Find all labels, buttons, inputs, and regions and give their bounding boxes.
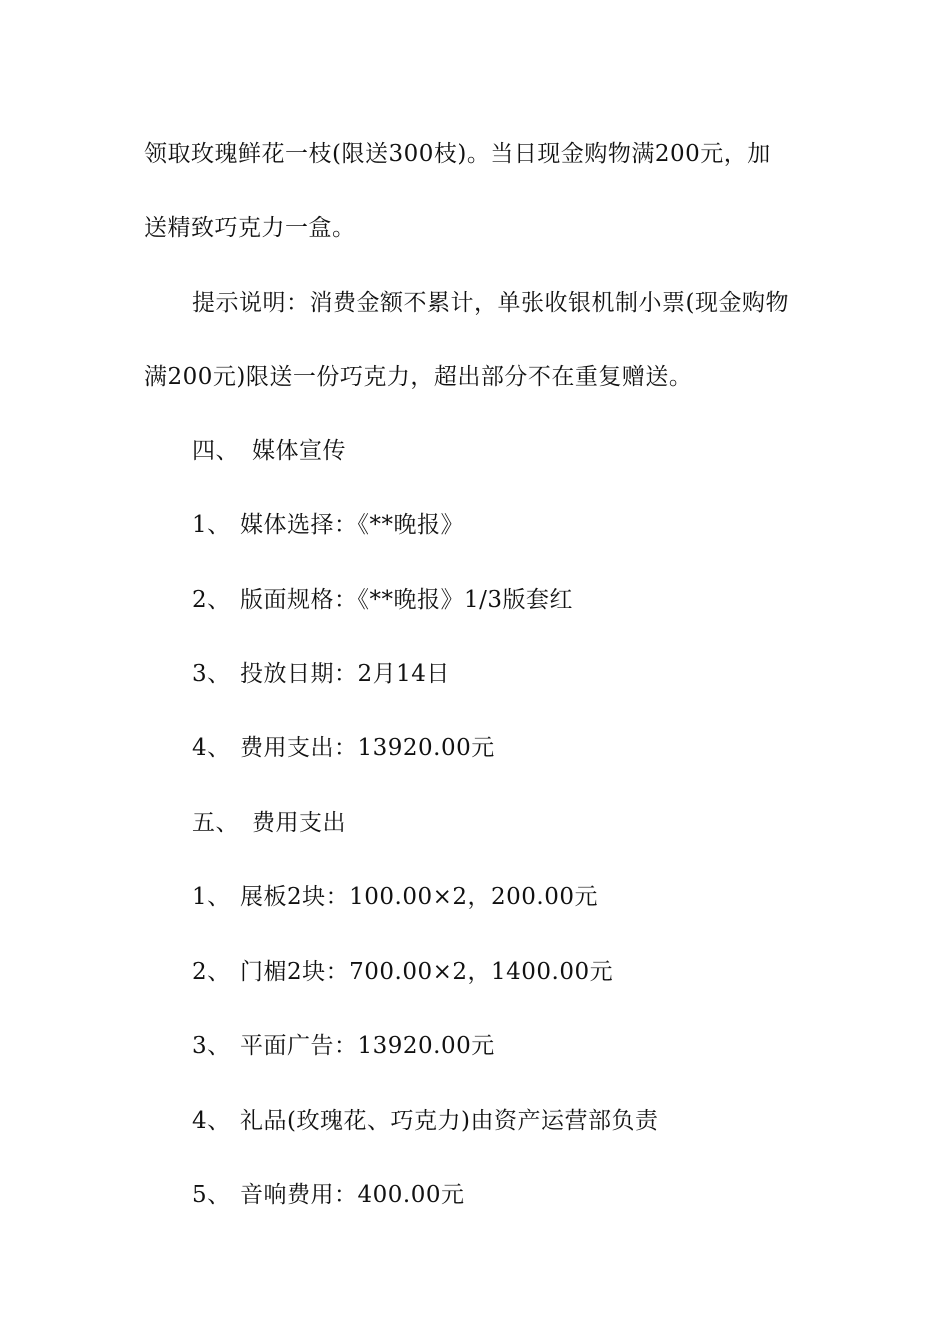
item-number: 4、	[192, 1108, 231, 1134]
item-number: 2、	[192, 959, 231, 985]
section-heading	[192, 808, 346, 838]
note-line	[144, 362, 692, 392]
section-heading	[192, 436, 346, 466]
item-text: 礼品(玫瑰花、巧克力)由资产运营部负责	[240, 1108, 659, 1134]
section-number: 四、	[192, 438, 239, 464]
list-item	[192, 882, 598, 912]
section-title: 媒体宣传	[252, 438, 346, 464]
paragraph-line	[144, 213, 356, 243]
item-text: 费用支出：13920.00元	[240, 735, 495, 761]
list-item	[192, 1031, 495, 1061]
list-item	[192, 510, 464, 540]
list-item	[192, 1180, 464, 1210]
item-text: 投放日期：2月14日	[240, 661, 450, 687]
paragraph-text: 领取玫瑰鲜花一枝(限送300枝)。当日现金购物满200元，加	[144, 141, 771, 167]
paragraph-text: 送精致巧克力一盒。	[144, 215, 356, 241]
list-item	[192, 659, 450, 689]
list-item	[192, 585, 573, 615]
list-item	[192, 957, 613, 987]
note-text: 提示说明：消费金额不累计，单张收银机制小票(现金购物	[192, 290, 789, 316]
list-item	[192, 733, 495, 763]
section-title: 费用支出	[252, 810, 346, 836]
item-number: 4、	[192, 735, 231, 761]
note-line	[192, 288, 789, 318]
item-number: 2、	[192, 587, 231, 613]
item-text: 门楣2块：700.00×2，1400.00元	[240, 959, 614, 985]
paragraph-line	[144, 139, 771, 169]
item-number: 3、	[192, 661, 231, 687]
item-number: 1、	[192, 512, 231, 538]
note-text: 满200元)限送一份巧克力，超出部分不在重复赠送。	[144, 364, 693, 390]
item-text: 版面规格：《**晚报》1/3版套红	[240, 587, 574, 613]
item-number: 1、	[192, 884, 231, 910]
item-text: 展板2块：100.00×2，200.00元	[240, 884, 598, 910]
item-number: 5、	[192, 1182, 231, 1208]
item-text: 媒体选择：《**晚报》	[240, 512, 464, 538]
item-text: 音响费用：400.00元	[240, 1182, 465, 1208]
section-number: 五、	[192, 810, 239, 836]
item-text: 平面广告：13920.00元	[240, 1033, 495, 1059]
list-item	[192, 1106, 658, 1136]
item-number: 3、	[192, 1033, 231, 1059]
